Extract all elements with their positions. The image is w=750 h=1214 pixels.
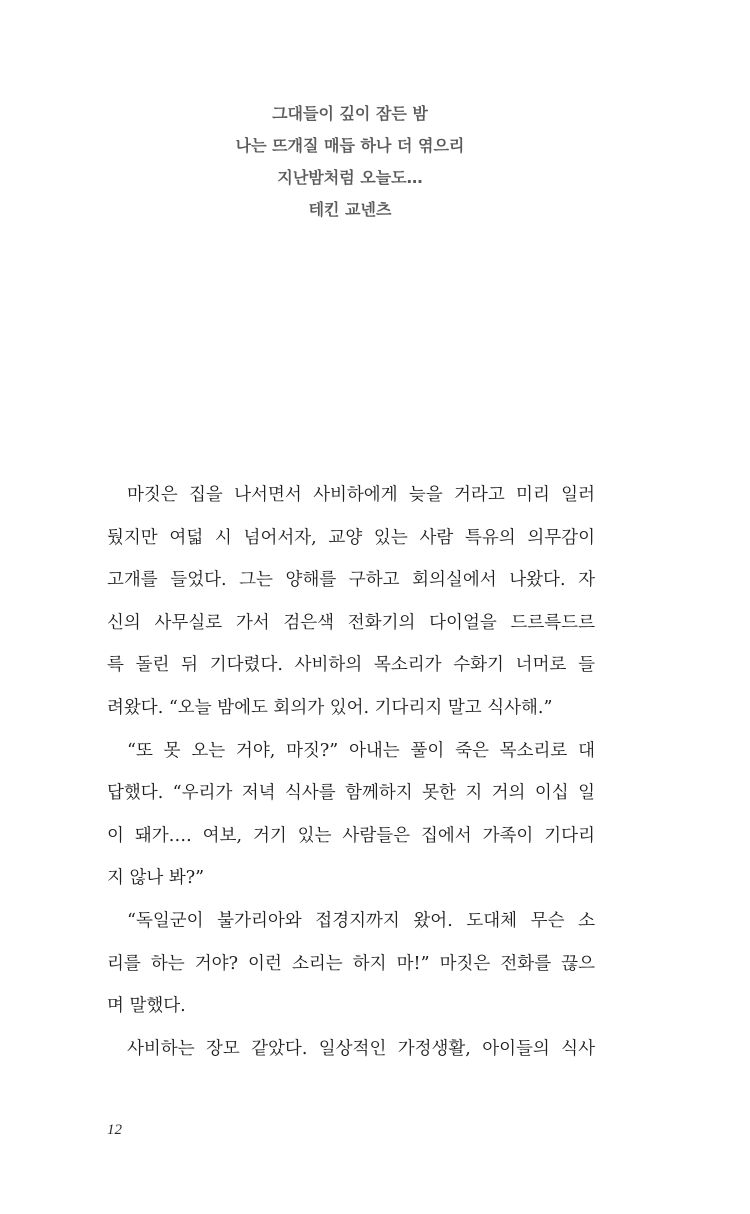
epigraph-line: 나는 뜨개질 매듭 하나 더 엮으리 xyxy=(235,136,465,155)
paragraph-line: 려왔다. “오늘 밤에도 회의가 있어. 기다리지 말고 식사해.” xyxy=(107,697,553,718)
paragraph-line: 신의 사무실로 가서 검은색 전화기의 다이얼을 드르륵드르 xyxy=(107,612,595,633)
body-text xyxy=(107,474,595,1070)
paragraph-line: 리를 하는 거야? 이런 소리는 하지 마!” 마짓은 전화를 끊으 xyxy=(107,953,595,974)
paragraph-line: 뒀지만 여덟 시 넘어서자, 교양 있는 사람 특유의 의무감이 xyxy=(107,527,595,548)
epigraph-line: 그대들이 깊이 잠든 밤 xyxy=(272,104,428,123)
paragraph-line: 륵 돌린 뒤 기다렸다. 사비하의 목소리가 수화기 너머로 들 xyxy=(107,655,595,676)
epigraph-author: 테킨 교넨츠 xyxy=(308,200,392,219)
paragraph-line: 지 않나 봐?” xyxy=(107,868,205,889)
page-number: 12 xyxy=(107,1122,122,1138)
paragraph-line: “독일군이 불가리아와 접경지까지 왔어. 도대체 무슨 소 xyxy=(127,910,595,931)
paragraph-line: 이 돼가…. 여보, 거기 있는 사람들은 집에서 가족이 기다리 xyxy=(107,825,595,846)
paragraph-line: 며 말했다. xyxy=(107,996,186,1017)
epigraph xyxy=(0,98,700,226)
paragraph-line: 마짓은 집을 나서면서 사비하에게 늦을 거라고 미리 일러 xyxy=(127,485,595,505)
paragraph-line: 고개를 들었다. 그는 양해를 구하고 회의실에서 나왔다. 자 xyxy=(107,570,595,591)
paragraph-line: 답했다. “우리가 저녁 식사를 함께하지 못한 지 거의 이십 일 xyxy=(107,783,595,804)
paragraph-line: “또 못 오는 거야, 마짓?” 아내는 풀이 죽은 목소리로 대 xyxy=(127,740,595,761)
epigraph-line: 지난밤처럼 오늘도… xyxy=(277,168,423,187)
paragraph-line: 사비하는 장모 같았다. 일상적인 가정생활, 아이들의 식사 xyxy=(127,1038,595,1059)
